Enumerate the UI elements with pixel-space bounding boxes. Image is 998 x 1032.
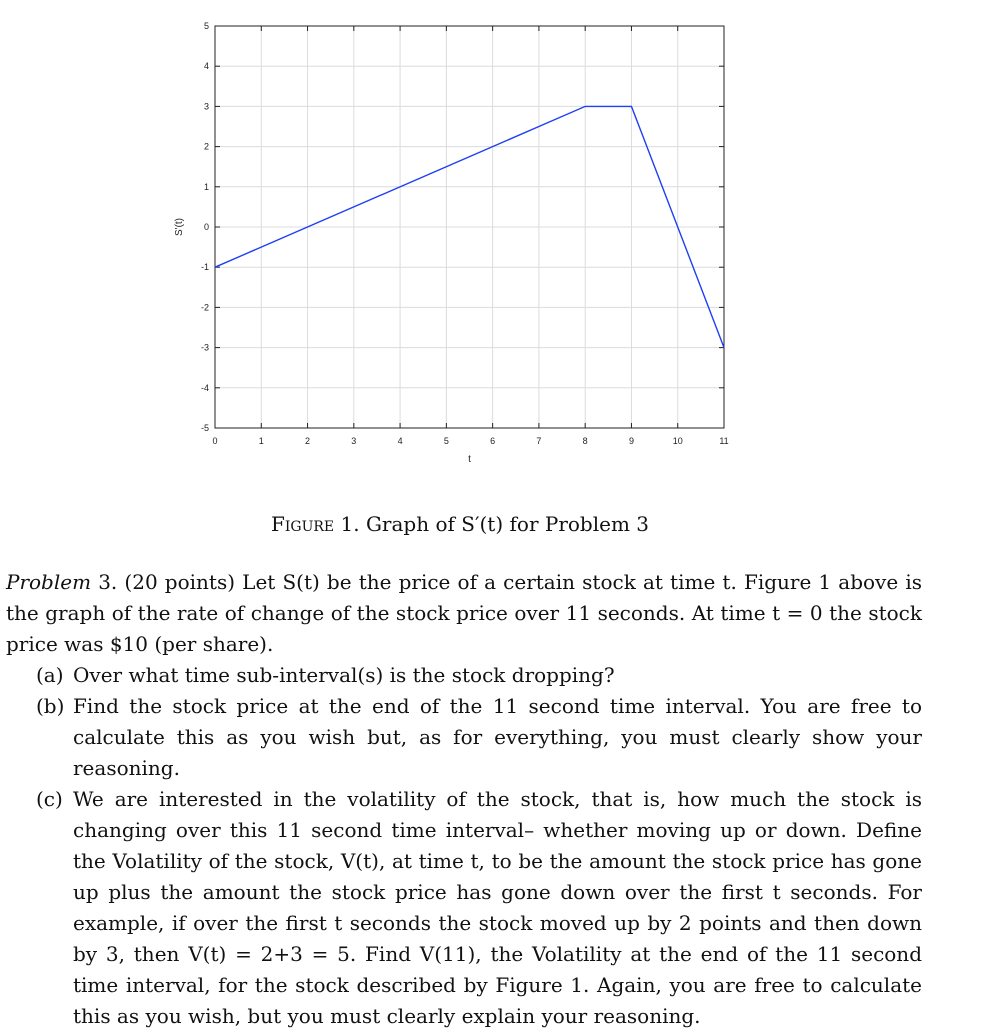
y-tick-label: -5 [200, 423, 209, 433]
y-tick-label: -3 [200, 342, 209, 353]
y-tick-label: -4 [200, 382, 209, 393]
x-tick-label: 3 [351, 436, 357, 446]
x-tick-label: 2 [305, 436, 311, 446]
y-axis-label: S'(t) [174, 217, 185, 237]
x-tick-label: 7 [536, 436, 542, 446]
y-tick-label: 1 [203, 181, 209, 192]
x-axis-label: t [468, 454, 471, 465]
y-tick-label: 0 [203, 222, 209, 232]
problem-parts [6, 660, 922, 1032]
part-b [6, 691, 922, 784]
problem-intro-text: 3. (20 points) Let S(t) be the price of a certain stock at time t. Figure 1 above is the graph of the rate of change of the stock price over 11 seconds. At time t = 0 the stock price was $10 (per share). [6, 570, 922, 656]
x-tick-labels [212, 436, 728, 446]
caption-prefix: Figure [271, 512, 335, 536]
x-tick-label: 1 [258, 436, 264, 446]
y-tick-label: 4 [203, 61, 209, 72]
part-c [6, 784, 922, 1032]
figure-caption [0, 510, 920, 538]
part-text: We are interested in the volatility of the stock, that is, how much the stock is changing over this 11 second time interval– whether moving up or down. Define the Volatility of the stock, V(t), at time t, to be the amount the stock price has gone up plus the amount the stock price has gone down over the first t seconds. For example, if over the first t seconds the stock moved up by 2 points and then down by 3, then V(t) = 2+3 = 5. Find V(11), the Volatility at the end of the 11 second time interval, for the stock described by Figure 1. Again, you are free to calculate this as you wish, but you must clearly explain your reasoning. [73, 787, 922, 1028]
y-tick-label: 3 [203, 101, 209, 112]
y-tick-label: 2 [203, 141, 209, 152]
problem-label: Problem [6, 570, 92, 594]
caption-text: 1. Graph of S′(t) for Problem 3 [334, 512, 649, 536]
chart-grid [215, 26, 724, 428]
chart [0, 0, 998, 470]
y-tick-label: 5 [203, 21, 209, 31]
problem-intro [6, 567, 922, 660]
part-text: Over what time sub-interval(s) is the stock dropping? [73, 663, 615, 687]
x-tick-label: 9 [628, 436, 634, 446]
part-text: Find the stock price at the end of the 11 second time interval. You are free to calculate this as you wish but, as for everything, you must clearly show your reasoning. [73, 694, 922, 780]
y-tick-labels [201, 21, 209, 433]
x-tick-label: 11 [719, 436, 729, 446]
x-tick-label: 8 [582, 436, 588, 446]
x-tick-label: 10 [672, 436, 683, 446]
x-tick-label: 4 [397, 436, 403, 446]
part-a [6, 660, 922, 691]
part-marker: (c) [36, 787, 63, 811]
y-tick-label: -2 [200, 302, 209, 313]
x-tick-label: 5 [443, 436, 449, 446]
x-tick-label: 6 [490, 436, 496, 446]
part-marker: (b) [36, 694, 65, 718]
problem-statement [6, 567, 922, 1032]
x-tick-label: 0 [212, 436, 218, 446]
y-tick-label: -1 [200, 262, 209, 273]
part-marker: (a) [36, 663, 64, 687]
